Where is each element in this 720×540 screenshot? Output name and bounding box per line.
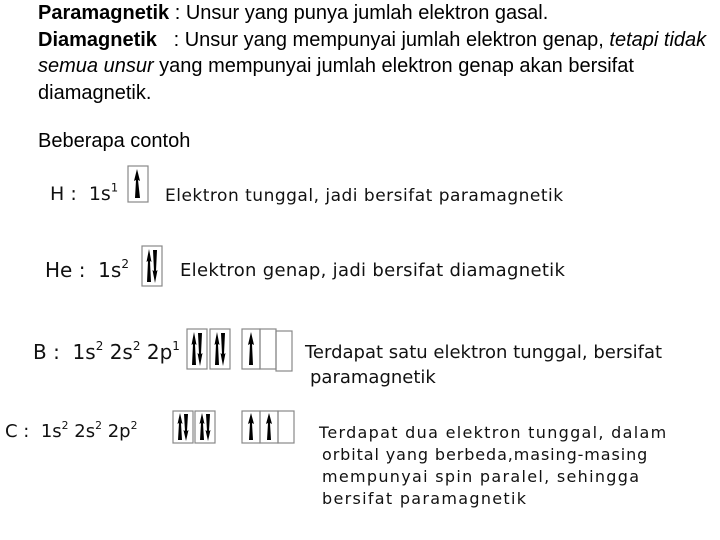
he-description: Elektron genap, jadi bersifat diamagnetik: [180, 260, 566, 281]
b-config-1: $1s^2$: [72, 339, 104, 364]
c-orbital-1s: [173, 411, 193, 443]
c-symbol: C :: [5, 421, 30, 442]
b-config-3: $2p^1$: [146, 339, 180, 364]
b-description-line-2: paramagnetik: [310, 367, 436, 388]
spin-up-arrow-icon: [134, 169, 140, 198]
examples-heading: Beberapa contoh: [38, 130, 191, 152]
he-symbol: He :: [45, 258, 86, 282]
spin-down-arrow-icon: [221, 333, 226, 366]
paramagnetic-definition: [38, 0, 708, 27]
paramagnetic-term: Paramagnetik: [38, 2, 170, 24]
b-symbol: B :: [33, 340, 60, 364]
h-description: Elektron tunggal, jadi bersifat paramagnetik: [165, 186, 564, 206]
b-orbital-2p-3: [276, 331, 292, 371]
spin-up-arrow-icon: [200, 413, 205, 440]
paramagnetic-text: : Unsur yang punya jumlah elektron gasal.: [169, 2, 549, 24]
spin-up-arrow-icon: [266, 413, 272, 440]
spin-up-arrow-icon: [215, 332, 220, 365]
h-orbital-diagram: [127, 165, 151, 205]
he-orbital-1s: [142, 246, 162, 286]
c-config-3: $2p^2$: [107, 418, 138, 442]
he-orbital-diagram: [141, 245, 165, 289]
diamagnetic-term: Diamagnetik: [38, 28, 157, 51]
c-config-2: $2s^2$: [74, 418, 102, 442]
diamagnetic-definition: [38, 27, 712, 107]
spin-down-arrow-icon: [153, 250, 158, 283]
spin-up-arrow-icon: [178, 413, 183, 440]
b-orbital-diagram: [186, 328, 294, 374]
b-orbital-1s: [187, 329, 207, 369]
b-description: [305, 340, 662, 390]
c-description-line-3: mempunyai spin paralel, sehingga: [322, 467, 641, 486]
spin-up-arrow-icon: [147, 249, 152, 282]
spin-down-arrow-icon: [184, 414, 189, 441]
h-configuration: [50, 180, 119, 205]
c-orbital-2s: [195, 411, 215, 443]
b-orbital-2s: [210, 329, 230, 369]
definitions: [38, 0, 712, 106]
c-config-1: $1s^2$: [40, 418, 69, 442]
c-description: [319, 422, 667, 510]
he-config-1: $1s^2$: [98, 257, 129, 282]
h-config-1: $1s^1$: [88, 180, 119, 205]
c-configuration: [5, 418, 138, 442]
spin-up-arrow-icon: [192, 332, 197, 365]
spin-up-arrow-icon: [248, 332, 254, 365]
b-configuration: [33, 340, 180, 364]
b-orbital-2p-2: [260, 329, 276, 369]
spin-down-arrow-icon: [198, 333, 203, 366]
c-description-line-4: bersifat paramagnetik: [322, 489, 528, 508]
he-configuration: [45, 258, 129, 282]
b-config-2: $2s^2$: [109, 339, 141, 364]
diamagnetic-text-italic: tetapi tidak semua unsur: [38, 28, 712, 77]
diamagnetic-text-1: : Unsur yang mempunyai jumlah elektron genap,: [156, 28, 610, 51]
h-symbol: H :: [50, 183, 77, 205]
c-orbital-diagram: [172, 410, 296, 446]
diamagnetic-text-2: yang mempunyai jumlah elektron genap akan bersifat diamagnetik.: [38, 55, 640, 104]
spin-down-arrow-icon: [206, 414, 211, 441]
c-description-line-1: Terdapat dua elektron tunggal, dalam: [319, 423, 668, 442]
spin-up-arrow-icon: [248, 413, 254, 440]
c-description-line-2: orbital yang berbeda,masing-masing: [322, 445, 649, 464]
b-description-line-1: Terdapat satu elektron tunggal, bersifat: [305, 342, 663, 363]
c-orbital-2p-3: [278, 411, 294, 443]
